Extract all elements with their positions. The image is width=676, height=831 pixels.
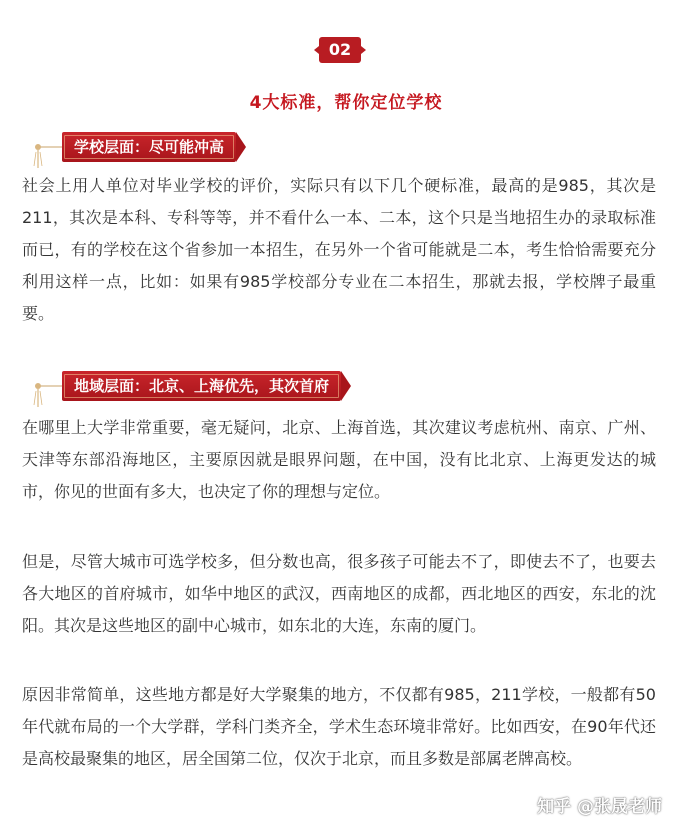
- section-badge-wrap: [0, 37, 676, 63]
- paragraph-region: 在哪里上大学非常重要，毫无疑问，北京、上海首选，其次建议考虑杭州、南京、广州、天津等东部沿海地区，主要原因就是眼界问题，在中国，没有比北京、上海更发达的城市，你见的世面有多大，也决定了你的理想与定位。: [22, 418, 656, 501]
- ribbon-header-school: [22, 128, 362, 172]
- watermark: 知乎 @张晟老师: [537, 797, 662, 817]
- paragraph-capitals: 但是，尽管大城市可选学校多，但分数也高，很多孩子可能去不了，即使去不了，也要去各大地区的首府城市，如华中地区的武汉，西南地区的成都，西北地区的西安，东北的沈阳。其次是这些地区的副中心城市，如东北的大连，东南的厦门。: [22, 552, 656, 635]
- section-title-wrap: [0, 88, 676, 113]
- section-number-badge: 02: [319, 37, 361, 63]
- ribbon-label-school: 学校层面：尽可能冲高: [62, 132, 236, 162]
- section-title: 4大标准，帮你定位学校: [249, 93, 443, 113]
- paragraph-reason: 原因非常简单，这些地方都是好大学聚集的地方，不仅都有985，211学校，一般都有50年代就布局的一个大学群，学科门类齐全，学术生态环境非常好。比如西安，在90年代还是高校最聚集的地区，居全国第二位，仅次于北京，而且多数是部属老牌高校。: [22, 685, 656, 768]
- ribbon-header-region: [22, 367, 362, 411]
- paragraph-school: 社会上用人单位对毕业学校的评价，实际只有以下几个硬标准，最高的是985，其次是211，其次是本科、专科等等，并不看什么一本、二本，这个只是当地招生办的录取标准而已，有的学校在这个省参加一本招生，在另外一个省可能就是二本，考生恰恰需要充分利用这样一点，比如：如果有985学校部分专业在二本招生，那就去报，学校牌子最重要。: [22, 176, 656, 323]
- ribbon-label-region: 地域层面：北京、上海优先，其次首府: [62, 371, 341, 401]
